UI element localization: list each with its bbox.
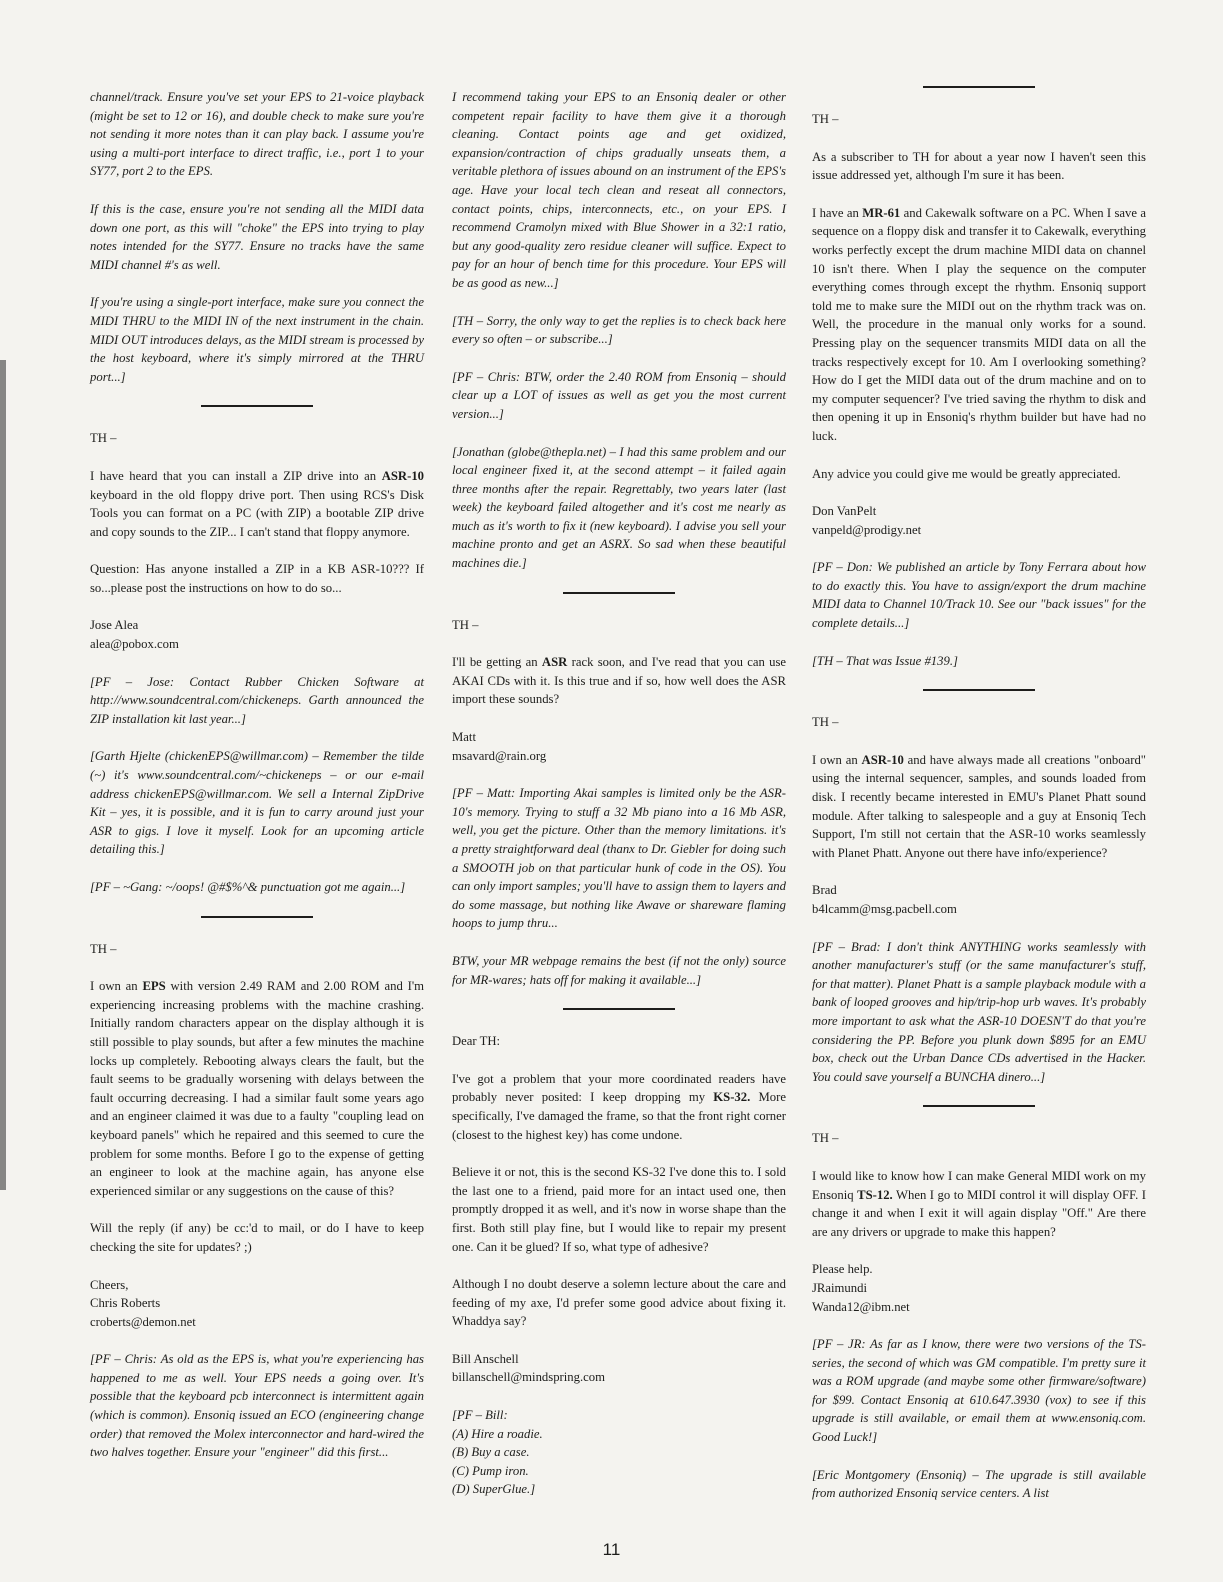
signature (90, 616, 424, 653)
signature (812, 1260, 1146, 1316)
section-divider (563, 592, 675, 594)
text-run: I own an (90, 979, 138, 994)
signature (812, 881, 1146, 918)
reply-list-item: (D) SuperGlue.] (452, 1482, 536, 1497)
reply-list (452, 1406, 786, 1499)
letter-paragraph (90, 977, 424, 1200)
text-run: I have an (812, 205, 859, 220)
text-run: I've got a problem that your more coordinated readers have probably never posited: I keep dropping my (452, 1071, 786, 1105)
reply-paragraph: [PF – Chris: As old as the EPS is, what you're experiencing has happened to me as well. Your EPS needs a going over. It's possible that the keyboard pcb interconnect is intermittent again (which is common). Ensoniq issued an ECO (engineering change order) that removed the Molex interconnector and hard-wired the two halves together. Ensure your "engineer" did this first... (90, 1352, 424, 1460)
product-name: ASR-10 (861, 752, 904, 767)
reply-paragraph: [PF – Matt: Importing Akai samples is limited only be the ASR-10's memory. Trying to stuff a 32 Mb piano into a 16 Mb ASR, well, you get the picture. Other than the memory limitations. it's a pretty straightforward deal (thanx to Dr. Giebler for doing such a SMOOTH job on that particular hunk of code in the OS). You can only import samples; you'll have to assign them to layers and do some massage, but nothing like Awave or shareware flaming hoops to jump thru... (452, 786, 786, 931)
signature-closing: Cheers, (90, 1277, 129, 1292)
text-run: More specifically, I've damaged the frame, so that the front right corner (closest to the highest key) has come undone. (452, 1090, 787, 1142)
signature-email: alea@pobox.com (90, 637, 179, 652)
letter-salutation: Dear TH: (452, 1034, 501, 1049)
section-divider (201, 405, 313, 407)
reply-paragraph: I recommend taking your EPS to an Ensoniq dealer or other competent repair facility to have them give it a thorough cleaning. Contact points age and get oxidized, expansion/contraction of chips gradually unseats them, a veritable plethora of issues abound on an instrument of the EPS's age. Have your local tech clean and reseat all connectors, contact points, chips, interconnects, etc., on your EPS. I recommend Cramolyn mixed with Blue Shower in a 32:1 ratio, but any good-quality zero residue cleaner will suffice. Expect to pay for an hour of bench time for this procedure. Your EPS will be as good as new...] (452, 90, 786, 290)
text-run: I'll be getting an (452, 655, 538, 670)
signature-name: Chris Roberts (90, 1296, 161, 1311)
letter-paragraph: Although I no doubt deserve a solemn lecture about the care and feeding of my axe, I'd prefer some good advice about fixing it. Whaddya say? (452, 1277, 786, 1329)
product-name: ASR (541, 655, 568, 670)
letter-salutation: TH – (812, 715, 839, 730)
reply-paragraph: [PF – Jose: Contact Rubber Chicken Software at http://www.soundcentral.com/chickeneps. Garth announced the ZIP installation kit last year...] (90, 674, 424, 726)
letter-paragraph (812, 1167, 1146, 1241)
signature-email: msavard@rain.org (452, 748, 547, 763)
text-run: and have always made all creations "onboard" using the internal sequencer, samples, and sounds loaded from disk. I recently became interested in EMU's Planet Phatt sound module. After talking to salespeople and a guy at Ensoniq Tech Support, I'm still not certain that the ASR-10 works seamlessly with Planet Phatt. Anyone out there have info/experience? (812, 752, 1146, 860)
text-run: and Cakewalk software on a PC. When I save a sequence on a floppy disk and transfer it to Cakewalk, everything works perfectly except the drum machine MIDI data on channel 10 isn't there. When I play the sequence on the computer everything comes through except the rhythm. Ensoniq support told me to make sure the MIDI out on the rhythm track was on. Well, the procedure in the manual only works for a sound. Pressing play on the sequencer transmits MIDI data on all the tracks respectively except for 10. Am I overlooking something? How do I get the MIDI data out of the drum machine and on to my computer sequencer? I've tried saving the rhythm to disk and then opening it up in Ensoniq's rhythm builder but have had no luck. (812, 205, 1147, 443)
reply-paragraph: [TH – That was Issue #139.] (812, 653, 958, 668)
letter-paragraph (452, 1070, 786, 1144)
letter-paragraph: Any advice you could give me would be greatly appreciated. (812, 466, 1121, 481)
text-run: keyboard in the old floppy drive port. Then using RCS's Disk Tools you can format on a PC (with ZIP) a bootable ZIP drive and copy sounds to the ZIP... I can't stand that floppy anymore. (90, 487, 424, 539)
reply-paragraph: [PF – Don: We published an article by Tony Ferrara about how to do exactly this. You have to assign/export the drum machine MIDI data to Channel 10/Track 10. See our "back issues" for the complete details...] (812, 560, 1146, 631)
signature-email: billanschell@mindspring.com (452, 1370, 605, 1385)
signature (90, 1276, 424, 1332)
column-1 (90, 88, 424, 1481)
reply-paragraph: [Jonathan (globe@thepla.net) – I had this same problem and our local engineer fixed it, at the second attempt – it failed again three months after the repair. Regrettably, two years later (last week) the keyboard failed altogether and it's cost me nearly as much as it's worth to fix it (new keyboard). I advise you sell your machine pronto and get an ASRX. So sad when these beautiful machines die.] (452, 444, 786, 571)
signature-name: Jose Alea (90, 618, 139, 633)
column-2 (452, 88, 786, 1518)
section-divider (923, 86, 1035, 88)
reply-paragraph: [TH – Sorry, the only way to get the replies is to check back here every so often – or subscribe...] (452, 313, 786, 347)
signature-email: vanpeld@prodigy.net (812, 522, 922, 537)
reply-paragraph: [Garth Hjelte (chickenEPS@willmar.com) – Remember the tilde (~) it's www.soundcentral.com/~chickeneps – or our e-mail address chickenEPS@willmar.com. We sell a Internal ZipDrive Kit – yes, it is possible, and it is fun to carry around just your ASR to gigs. I love it myself. Look for an upcoming article detailing this.] (90, 749, 424, 857)
signature (452, 1350, 786, 1387)
signature-closing: Please help. (812, 1262, 873, 1277)
letter-salutation: TH – (812, 112, 839, 126)
signature (452, 728, 786, 765)
product-name: TS-12. (857, 1187, 893, 1202)
signature-email: croberts@demon.net (90, 1314, 196, 1329)
letter-paragraph (452, 653, 786, 709)
reply-paragraph: If this is the case, ensure you're not sending all the MIDI data down one port, as this will "choke" the EPS into trying to play notes intended for the SY77. Ensure no tracks have the same MIDI channel #'s as well. (90, 201, 424, 272)
letter-paragraph (812, 204, 1146, 446)
text-run: I own an (812, 752, 858, 767)
binding-shadow (0, 360, 6, 1190)
signature-name: Matt (452, 730, 476, 745)
product-name: KS-32. (713, 1090, 751, 1105)
letter-paragraph (90, 467, 424, 541)
reply-paragraph: [PF – Brad: I don't think ANYTHING works seamlessly with another manufacturer's stuff (or the same manufacturer's stuff, for that matter). Planet Phatt is a sample playback module with a bank of looped grooves and hip/trip-hop urb waves. It's probably more important to ask what the ASR-10 DOESN'T do that you're considering the PP. Before you plunk down $895 for an EMU box, check out the Urban Dance CDs advertised in the Hacker. You could save yourself a BUNCHA dinero...] (812, 939, 1146, 1084)
signature-name: Bill Anschell (452, 1351, 519, 1366)
section-divider (923, 689, 1035, 691)
text-run: with version 2.49 RAM and 2.00 ROM and I'm experiencing increasing problems with the machine crashing. Initially random characters appear on the display although it is still possible to play sounds, but after a few minutes the machine locks up completely. Rebooting always clears the fault, but the fault seems to be gradually worsening with delays between the fault occurring decreasing. I had a similar fault some years ago and an engineer claimed it was due to a faulty "coupling lead on keyboard panels" which he repaired and this seemed to cure the problem for some months. Before I go to the expense of getting an engineer to look at the machine again, has anyone else experienced similar or any suggestions on the cause of this? (90, 979, 424, 1198)
letter-salutation: TH – (452, 617, 479, 632)
signature-name: Brad (812, 883, 837, 898)
reply-paragraph: [PF – Chris: BTW, order the 2.40 ROM from Ensoniq – should clear up a LOT of issues as well as get you the most current version...] (452, 369, 786, 421)
reply-paragraph: BTW, your MR webpage remains the best (if not the only) source for MR-wares; hats off for making it available...] (452, 953, 786, 987)
letter-paragraph (812, 751, 1146, 863)
letter-salutation: TH – (90, 941, 117, 956)
reply-paragraph: [PF – ~Gang: ~/oops! @#$%^& punctuation got me again...] (90, 880, 406, 894)
letter-paragraph: As a subscriber to TH for about a year now I haven't seen this issue addressed yet, although I'm sure it has been. (812, 149, 1146, 183)
signature-email: Wanda12@ibm.net (812, 1299, 910, 1314)
reply-list-item: (C) Pump iron. (452, 1463, 529, 1478)
signature-name: Don VanPelt (812, 504, 877, 519)
letter-salutation: TH – (90, 431, 117, 446)
column-3 (812, 88, 1146, 1522)
text-run: I have heard that you can install a ZIP drive into an (90, 468, 377, 483)
text-run: I would like to know how I can make General MIDI work on my Ensoniq (812, 1168, 1146, 1202)
letter-paragraph: Will the reply (if any) be cc:'d to mail, or do I have to keep checking the site for updates? ;) (90, 1221, 424, 1254)
text-run: rack soon, and I've read that you can use AKAI CDs with it. Is this true and if so, how well does the ASR import these sounds? (452, 655, 787, 707)
signature-name: JRaimundi (812, 1280, 867, 1295)
product-name: ASR-10 (381, 468, 425, 483)
letter-paragraph: Question: Has anyone installed a ZIP in a KB ASR-10??? If so...please post the instructions on how to do so... (90, 562, 424, 595)
signature (812, 502, 1146, 539)
reply-paragraph: If you're using a single-port interface, make sure you connect the MIDI THRU to the MIDI IN of the next instrument in the chain. MIDI OUT introduces delays, as the MIDI stream is processed by the host keyboard, where it's simply mirrored at the THRU port...] (90, 295, 424, 384)
reply-list-heading: [PF – Bill: (452, 1408, 508, 1423)
reply-paragraph: [PF – JR: As far as I know, there were two versions of the TS-series, the second of which was GM compatible. I'm pretty sure it was a ROM upgrade (and maybe some other firmware/software) for $99. Contact Ensoniq at 610.647.3930 (vox) to see if this upgrade is still available, or email them at www.ensoniq.com. Good Luck!] (812, 1337, 1146, 1445)
signature-email: b4lcamm@msg.pacbell.com (812, 902, 957, 916)
section-divider (563, 1008, 675, 1010)
section-divider (201, 916, 313, 918)
letter-salutation: TH – (812, 1131, 839, 1146)
text-run: When I go to MIDI control it will display OFF. I change it and when I exit it will again display "Off." Are there are any drivers or upgrade to make this happen? (812, 1187, 1147, 1239)
product-name: EPS (142, 979, 166, 994)
page-number: 11 (602, 1540, 621, 1559)
section-divider (923, 1105, 1035, 1107)
reply-paragraph: channel/track. Ensure you've set your EPS to 21-voice playback (might be set to 12 or 16), and double check to make sure you're not sending it more notes than it can play back. I assume you're using a multi-port interface to direct traffic, i.e., port 1 to your SY77, port 2 to the EPS. (90, 90, 424, 179)
reply-list-item: (B) Buy a case. (452, 1445, 530, 1460)
letter-paragraph: Believe it or not, this is the second KS-32 I've done this to. I sold the last one to a friend, paid more for an intact used one, then promptly dropped it as well, and it's now in worse shape than the first. Both still play fine, but I would like to repair my present one. Can it be glued? If so, what type of adhesive? (452, 1165, 786, 1254)
reply-list-item: (A) Hire a roadie. (452, 1426, 543, 1441)
product-name: MR-61 (862, 205, 901, 220)
reply-paragraph: [Eric Montgomery (Ensoniq) – The upgrade is still available from authorized Ensoniq service centers. A list (812, 1467, 1146, 1501)
